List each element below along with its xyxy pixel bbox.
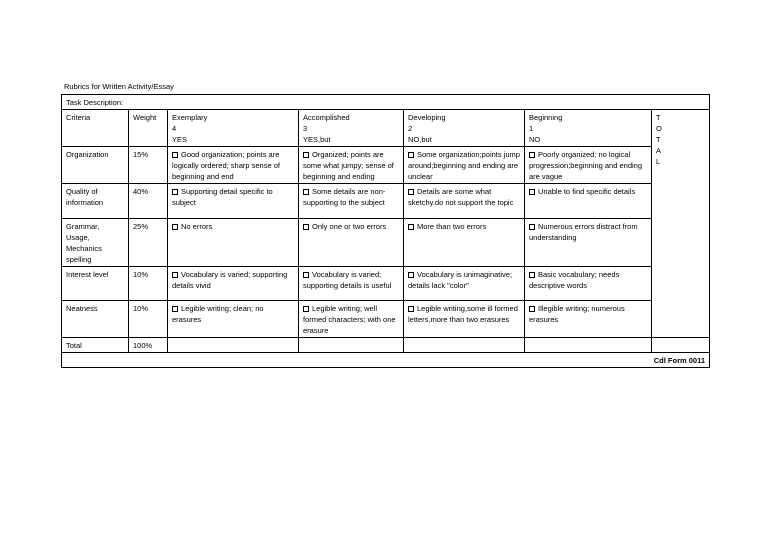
- descriptor-text: No errors: [181, 222, 213, 231]
- rubric-cell[interactable]: [404, 267, 525, 301]
- descriptor-text: Legible writing; clean; no erasures: [172, 304, 264, 324]
- total-letter: O: [656, 124, 662, 133]
- rubric-cell[interactable]: [525, 184, 652, 219]
- rubric-cell[interactable]: [168, 219, 299, 267]
- weight-cell: 15%: [129, 147, 168, 184]
- checkbox[interactable]: [172, 306, 178, 312]
- descriptor-text: Details are some what sketchy.do not support the topic: [408, 187, 514, 207]
- table-row: [62, 267, 710, 301]
- descriptor-text: Vocabulary is varied; supporting details is useful: [303, 270, 392, 290]
- table-row: [62, 301, 710, 338]
- checkbox[interactable]: [172, 224, 178, 230]
- rubric-cell[interactable]: [404, 147, 525, 184]
- level-score: 1: [529, 124, 534, 133]
- empty-cell: [404, 338, 525, 353]
- header-accomplished: [299, 110, 404, 147]
- rubric-cell[interactable]: [168, 267, 299, 301]
- level-name: Exemplary: [172, 113, 208, 122]
- rubric-cell[interactable]: [299, 184, 404, 219]
- total-letter: T: [656, 135, 661, 144]
- table-row: [62, 219, 710, 267]
- header-criteria: Criteria: [62, 110, 129, 147]
- checkbox[interactable]: [408, 224, 414, 230]
- total-row: [62, 338, 710, 353]
- empty-cell: [525, 338, 652, 353]
- checkbox[interactable]: [172, 189, 178, 195]
- rubric-cell[interactable]: [525, 267, 652, 301]
- header-exemplary: [168, 110, 299, 147]
- descriptor-text: Vocabulary is varied; supporting details vivid: [172, 270, 288, 290]
- rubric-cell[interactable]: [299, 147, 404, 184]
- rubric-cell[interactable]: [525, 301, 652, 338]
- criteria-cell: Interest level: [62, 267, 129, 301]
- checkbox[interactable]: [303, 272, 309, 278]
- level-answer: YES,but: [303, 135, 331, 144]
- descriptor-text: Some organization;points jump around;beginning and ending are unclear: [408, 150, 520, 181]
- descriptor-text: Numerous errors distract from understanding: [529, 222, 638, 242]
- descriptor-text: Poorly organized; no logical progression;beginning and ending are vague: [529, 150, 643, 181]
- checkbox[interactable]: [303, 189, 309, 195]
- level-score: 4: [172, 124, 177, 133]
- rubric-cell[interactable]: [404, 184, 525, 219]
- level-name: Accomplished: [303, 113, 350, 122]
- header-row: [62, 110, 710, 147]
- level-name: Beginning: [529, 113, 563, 122]
- header-weight: Weight: [129, 110, 168, 147]
- criteria-cell: Quality of information: [62, 184, 129, 219]
- descriptor-text: Supporting detail specific to subject: [172, 187, 273, 207]
- weight-cell: 40%: [129, 184, 168, 219]
- level-name: Developing: [408, 113, 446, 122]
- checkbox[interactable]: [408, 189, 414, 195]
- rubric-cell[interactable]: [404, 301, 525, 338]
- level-score: 3: [303, 124, 308, 133]
- total-column: [652, 110, 710, 338]
- descriptor-text: Unable to find specific details: [538, 187, 636, 196]
- rubric-cell[interactable]: [299, 267, 404, 301]
- checkbox[interactable]: [529, 189, 535, 195]
- document-title: Rubrics for Written Activity/Essay: [64, 82, 174, 91]
- descriptor-text: Organized; points are some what jumpy; sense of beginning and ending: [303, 150, 394, 181]
- rubric-cell[interactable]: [299, 301, 404, 338]
- total-letter: L: [656, 157, 661, 166]
- criteria-cell: Grammar, Usage, Mechanics spelling: [62, 219, 129, 267]
- checkbox[interactable]: [529, 152, 535, 158]
- weight-cell: 10%: [129, 267, 168, 301]
- total-letter: A: [656, 146, 662, 155]
- descriptor-text: Legible writing; well formed characters; with one erasure: [303, 304, 396, 335]
- task-description-row: [62, 95, 710, 110]
- level-answer: YES: [172, 135, 188, 144]
- descriptor-text: Vocabulary is unimaginative; details lack "color": [408, 270, 513, 290]
- rubric-cell[interactable]: [525, 147, 652, 184]
- table-row: [62, 184, 710, 219]
- descriptor-text: More than two errors: [417, 222, 487, 231]
- total-letter: T: [656, 113, 661, 122]
- checkbox[interactable]: [172, 272, 178, 278]
- checkbox[interactable]: [408, 306, 414, 312]
- descriptor-text: Basic vocabulary; needs descriptive words: [529, 270, 620, 290]
- checkbox[interactable]: [408, 272, 414, 278]
- level-answer: NO: [529, 135, 541, 144]
- rubric-cell[interactable]: [404, 219, 525, 267]
- header-beginning: [525, 110, 652, 147]
- task-description-label: Task Description:: [66, 98, 124, 107]
- task-description-cell: [62, 95, 710, 110]
- rubric-cell[interactable]: [168, 184, 299, 219]
- checkbox[interactable]: [408, 152, 414, 158]
- descriptor-text: Illegible writing; numerous erasures: [529, 304, 625, 324]
- total-label: Total: [62, 338, 129, 353]
- checkbox[interactable]: [172, 152, 178, 158]
- total-weight: 100%: [129, 338, 168, 353]
- weight-cell: 25%: [129, 219, 168, 267]
- table-row: [62, 147, 710, 184]
- level-answer: NO,but: [408, 135, 432, 144]
- descriptor-text: Some details are non-supporting to the subject: [303, 187, 386, 207]
- level-score: 2: [408, 124, 413, 133]
- criteria-cell: Organization: [62, 147, 129, 184]
- rubric-cell[interactable]: [168, 147, 299, 184]
- header-developing: [404, 110, 525, 147]
- rubric-cell[interactable]: [168, 301, 299, 338]
- rubric-cell[interactable]: [299, 219, 404, 267]
- checkbox[interactable]: [529, 306, 535, 312]
- footer-row: [62, 353, 710, 368]
- descriptor-text: Good organization; points are logically ordered; sharp sense of beginning and end: [172, 150, 280, 181]
- descriptor-text: Only one or two errors: [312, 222, 387, 231]
- checkbox[interactable]: [303, 152, 309, 158]
- rubric-table: [61, 94, 710, 368]
- weight-cell: 10%: [129, 301, 168, 338]
- checkbox[interactable]: [303, 224, 309, 230]
- empty-cell: [299, 338, 404, 353]
- checkbox[interactable]: [529, 272, 535, 278]
- checkbox[interactable]: [529, 224, 535, 230]
- rubric-cell[interactable]: [525, 219, 652, 267]
- checkbox[interactable]: [303, 306, 309, 312]
- criteria-cell: Neatness: [62, 301, 129, 338]
- descriptor-text: Legible writing,some ill formed letters,more than two erasures: [408, 304, 518, 324]
- form-id: Cdl Form 0011: [62, 353, 710, 368]
- total-score-cell[interactable]: [652, 338, 710, 353]
- empty-cell: [168, 338, 299, 353]
